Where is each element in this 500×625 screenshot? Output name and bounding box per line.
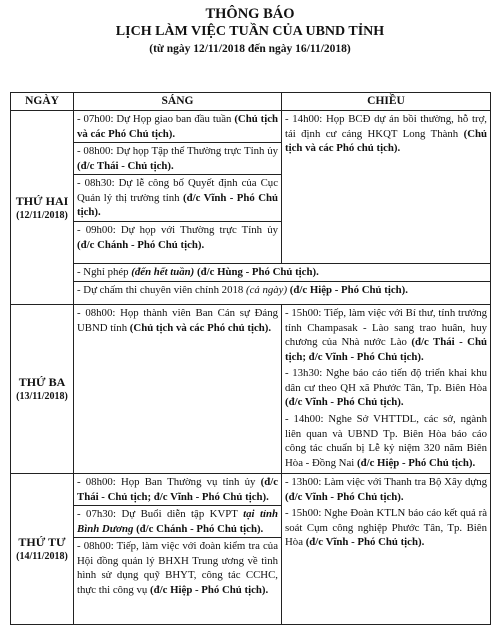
tuesday-day-cell [11,305,74,474]
monday-morning-cell [74,111,282,264]
day-date: (12/11/2018) [16,209,68,221]
wednesday-day-cell [11,474,74,625]
list-item: - 07h30: Dự Buổi diễn tập KVPT tại tỉnh Bình Dương (đ/c Chánh - Phó Chủ tịch). [74,505,281,537]
day-name: THỨ HAI [15,193,69,208]
list-item: - 07h00: Dự Họp giao ban đầu tuần (Chủ tịch và các Phó Chủ tịch). [77,113,278,140]
list-item: - 08h00: Họp thành viên Ban Cán sự Đảng UBND tỉnh (Chủ tịch và các Phó chủ tịch). [77,307,278,334]
day-date: (14/11/2018) [16,551,68,563]
notice-subtitle: LỊCH LÀM VIỆC TUẦN CỦA UBND TỈNH [115,24,385,39]
list-item: - 14h00: Nghe Sở VHTTDL, các sở, ngành liên quan và UBND Tp. Biên Hòa báo cáo công tác chuẩn bị Lễ kỷ niệm 320 năm Biên Hòa - Đồng Nai (đ/c Hiệp - Phó Chủ tịch). [285,412,487,469]
monday-allday-cell [74,264,491,305]
list-item: - 08h00: Họp Ban Thường vụ tỉnh ủy (đ/c Thái - Chủ tịch; đ/c Vĩnh - Phó Chủ tịch). [77,476,278,503]
list-item: - 08h00: Tiếp, làm việc với đoàn kiểm tra của Hội đồng quản lý BHXH Trung ương về tình hình sử dụng quỹ BHYT, công tác CCHC, thực thi công vụ (đ/c Hiệp - Phó Chủ tịch). [74,537,281,598]
day-name: THỨ TƯ [18,535,66,550]
tuesday-row [11,305,491,474]
list-item: - 08h30: Dự lễ công bố Quyết định của Cục Quản lý thị trường tỉnh (đ/c Vĩnh - Phó Chủ tịch). [74,174,281,221]
wednesday-row [11,474,491,625]
tuesday-morning-cell [74,305,282,474]
day-name: THỨ BA [18,375,66,390]
list-item: - 15h00: Nghe Đoàn KTLN báo cáo kết quả rà soát Cụm công nghiệp Phước Tân, Tp. Biên Hòa (đ/c Vĩnh - Phó Chủ tịch). [285,507,487,549]
notice-title: THÔNG BÁO [205,6,295,22]
day-date: (13/11/2018) [16,391,68,403]
monday-row [11,111,491,264]
list-item: - 09h00: Dự họp với Thường trực Tỉnh ủy (đ/c Chánh - Phó Chủ tịch). [74,221,281,253]
table-header-row [11,93,491,111]
list-item: - 13h00: Làm việc với Thanh tra Bộ Xây dựng (đ/c Vĩnh - Phó Chủ tịch). [285,476,487,503]
monday-day-cell [11,111,74,305]
list-item: - 15h00: Tiếp, làm việc với Bí thư, tỉnh trưởng tỉnh Champasak - Lào sang trao huân, huy chương của Nhà nước Lào (đ/c Thái - Chủ tịch; đ/c Vĩnh - Phó Chủ tịch). [285,307,487,363]
tuesday-afternoon-cell [282,305,491,474]
date-range: (từ ngày 12/11/2018 đến ngày 16/11/2018) [149,43,351,55]
schedule-table [10,92,491,625]
header-morning: SÁNG [74,93,282,111]
list-item: - Nghỉ phép (đến hết tuần) (đ/c Hùng - Phó Chủ tịch). [77,266,319,278]
list-item: - 08h00: Dự họp Tập thể Thường trực Tỉnh ủy (đ/c Thái - Chủ tịch). [74,142,281,174]
header-day: NGÀY [11,93,74,111]
list-item: - 13h30: Nghe báo cáo tiến độ triển khai khu dân cư theo QH xã Phước Tân, Tp. Biên Hòa (đ/c Vĩnh - Phó Chủ tịch). [285,367,487,409]
wednesday-morning-cell [74,474,282,625]
monday-allday-row [11,264,491,305]
monday-afternoon-cell [282,111,491,264]
header-afternoon: CHIỀU [282,93,491,111]
wednesday-afternoon-cell [282,474,491,625]
list-item: - Dự chấm thi chuyên viên chính 2018 (cả ngày) (đ/c Hiệp - Phó Chủ tịch). [74,281,490,299]
list-item: - 14h00: Họp BCĐ dự án bồi thường, hỗ trợ, tái định cư cảng HKQT Long Thành (Chủ tịch và các Phó chủ tịch). [285,113,487,155]
